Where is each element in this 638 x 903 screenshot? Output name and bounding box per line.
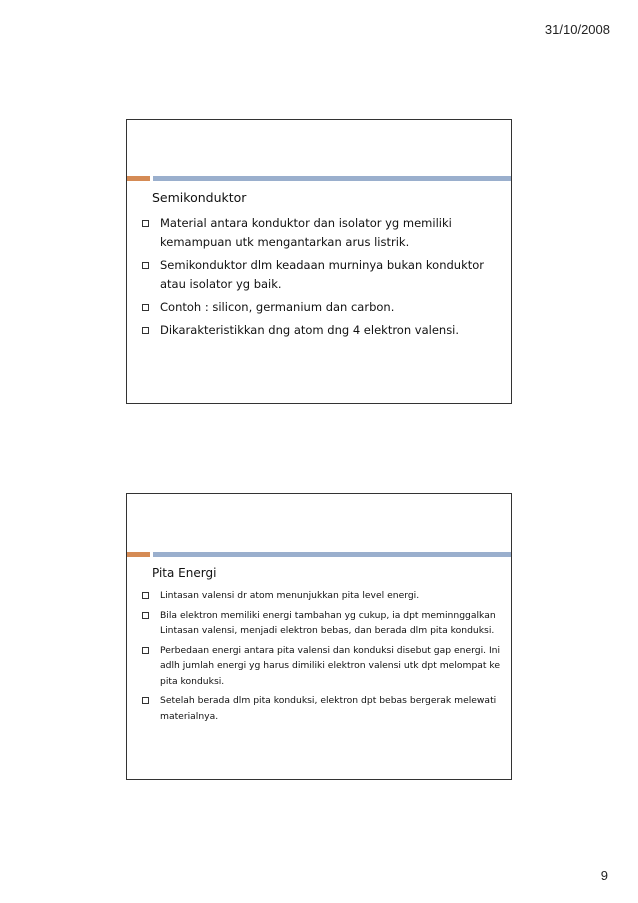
accent-blue-bar <box>153 176 511 181</box>
bullet-list <box>139 588 501 728</box>
bullet-text: Lintasan valensi dr atom menunjukkan pita level energi. <box>160 590 420 601</box>
square-bullet-icon <box>142 612 149 619</box>
bullet-list <box>139 214 501 344</box>
page-date: 31/10/2008 <box>544 22 610 37</box>
slide-pita-energi <box>126 493 512 780</box>
square-bullet-icon <box>142 647 149 654</box>
slide-accent-bar <box>127 176 511 181</box>
list-item <box>139 256 501 294</box>
accent-orange-block <box>127 176 150 181</box>
page-number: 9 <box>600 868 608 883</box>
list-item <box>139 321 501 340</box>
bullet-text: Bila elektron memiliki energi tambahan yg cukup, ia dpt meminnggalkan Lintasan valensi, menjadi elektron bebas, dan berada dlm pita konduksi. <box>160 609 496 636</box>
bullet-text: Material antara konduktor dan isolator yg memiliki kemampuan utk mengantarkan arus listrik. <box>160 216 452 249</box>
list-item <box>139 588 501 604</box>
bullet-text: Semikonduktor dlm keadaan murninya bukan konduktor atau isolator yg baik. <box>160 258 485 291</box>
accent-orange-block <box>127 552 150 557</box>
bullet-text: Dikarakteristikkan dng atom dng 4 elektron valensi. <box>160 323 460 337</box>
list-item <box>139 643 501 690</box>
slide-title: Semikonduktor <box>152 190 247 205</box>
list-item <box>139 298 501 317</box>
bullet-text: Perbedaan energi antara pita valensi dan konduksi disebut gap energi. Ini adlh jumlah energi yg harus dimiliki elektron valensi utk dpt melompat ke pita konduksi. <box>160 644 501 687</box>
list-item <box>139 214 501 252</box>
square-bullet-icon <box>142 697 149 704</box>
slide-title: Pita Energi <box>152 566 217 580</box>
list-item <box>139 693 501 724</box>
accent-blue-bar <box>153 552 511 557</box>
slide-accent-bar <box>127 552 511 557</box>
list-item <box>139 608 501 639</box>
bullet-text: Setelah berada dlm pita konduksi, elektron dpt bebas bergerak melewati materialnya. <box>160 695 497 722</box>
square-bullet-icon <box>142 220 149 227</box>
square-bullet-icon <box>142 262 149 269</box>
square-bullet-icon <box>142 327 149 334</box>
square-bullet-icon <box>142 304 149 311</box>
slide-semikonduktor <box>126 119 512 404</box>
bullet-text: Contoh : silicon, germanium dan carbon. <box>160 300 395 314</box>
square-bullet-icon <box>142 592 149 599</box>
